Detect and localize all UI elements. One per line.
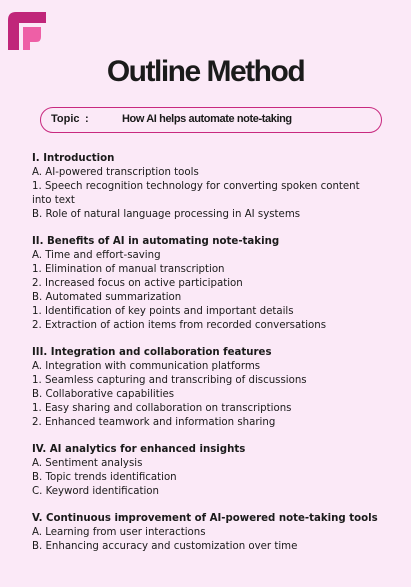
section-heading: I. Introduction — [32, 153, 115, 164]
topic-colon: : — [85, 113, 89, 125]
outline-item: 1. Speech recognition technology for converting spoken content into text — [32, 181, 360, 206]
brand-logo-icon — [8, 12, 46, 50]
outline-item: B. Enhancing accuracy and customization over time — [32, 541, 298, 552]
outline-item: 1. Seamless capturing and transcribing of discussions — [32, 375, 307, 386]
section-heading: V. Continuous improvement of AI-powered note-taking tools — [32, 513, 378, 524]
outline-item: A. Sentiment analysis — [32, 458, 143, 469]
outline-item: 2. Enhanced teamwork and information sharing — [32, 417, 276, 428]
outline-item: 1. Elimination of manual transcription — [32, 264, 225, 275]
outline-item: A. AI-powered transcription tools — [32, 167, 199, 178]
topic-label: Topic — [51, 113, 80, 125]
section-heading: IV. AI analytics for enhanced insights — [32, 444, 246, 455]
outline-item: 2. Extraction of action items from recorded conversations — [32, 320, 327, 331]
outline-item: B. Topic trends identification — [32, 472, 177, 483]
outline-section — [32, 512, 382, 554]
outline-item: A. Time and effort-saving — [32, 250, 161, 261]
outline-item: B. Automated summarization — [32, 292, 182, 303]
outline-item: B. Collaborative capabilities — [32, 389, 175, 400]
outline-item: 1. Identification of key points and important details — [32, 306, 294, 317]
topic-value: How AI helps automate note-taking — [122, 113, 292, 125]
page-title: Outline Method — [106, 55, 305, 88]
outline-item: 2. Increased focus on active participation — [32, 278, 243, 289]
section-heading: III. Integration and collaboration features — [32, 347, 272, 358]
outline-content — [32, 152, 382, 554]
outline-section — [32, 152, 382, 222]
outline-section — [32, 443, 382, 499]
outline-item: C. Keyword identification — [32, 486, 159, 497]
section-heading: II. Benefits of AI in automating note-taking — [32, 236, 280, 247]
outline-item: 1. Easy sharing and collaboration on transcriptions — [32, 403, 292, 414]
outline-section — [32, 235, 382, 333]
topic-box — [40, 107, 382, 133]
outline-section — [32, 346, 382, 430]
outline-item: A. Integration with communication platforms — [32, 361, 261, 372]
outline-item: A. Learning from user interactions — [32, 527, 206, 538]
outline-item: B. Role of natural language processing in AI systems — [32, 209, 301, 220]
